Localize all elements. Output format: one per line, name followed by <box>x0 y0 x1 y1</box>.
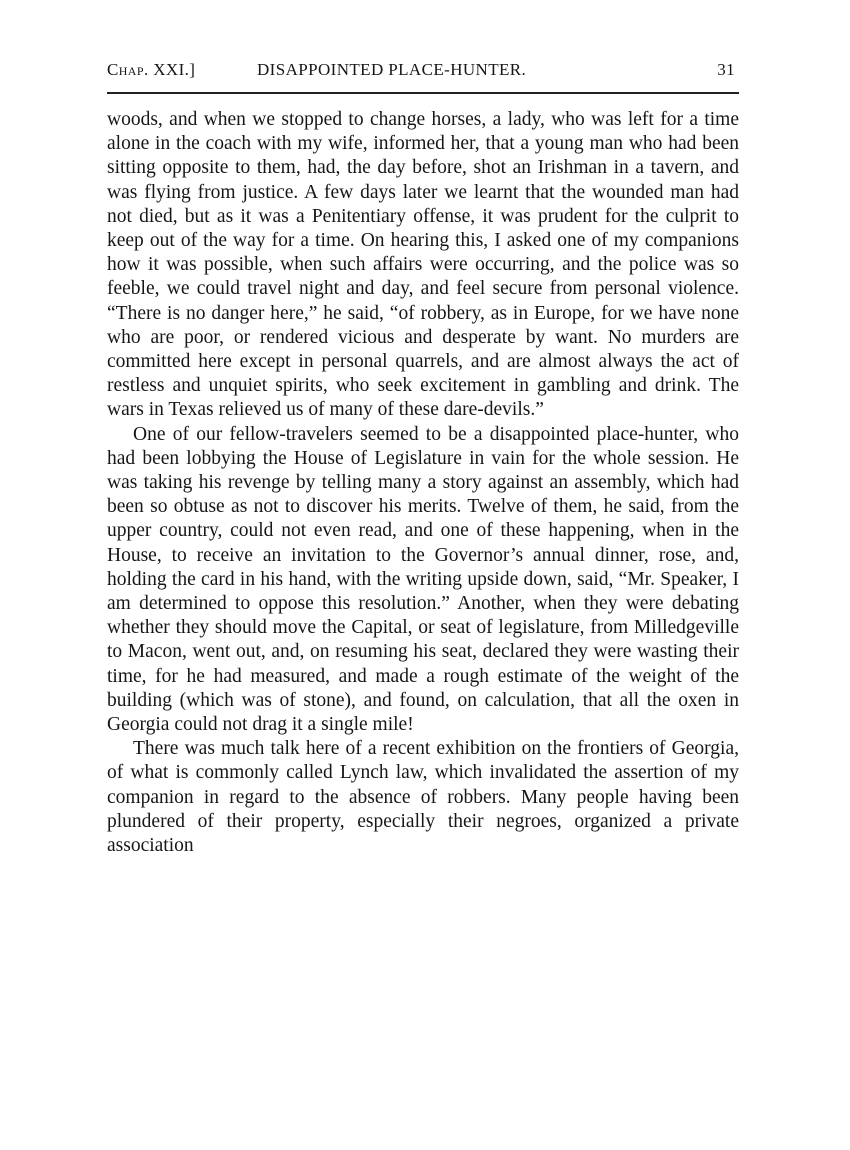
paragraph-3: There was much talk here of a recent exhibition on the frontiers of Georgia, of what is commonly called Lynch law, which invalidated the assertion of my companion in regard to the absence of robbers. Many people having been plundered of their property, especially their negroes, organized a private association <box>107 738 739 857</box>
paragraph-2: One of our fellow-travelers seemed to be a disappointed place-hunter, who had been lobbying the House of Legislature in vain for the whole session. He was taking his revenge by telling many a story against an assembly, which had been so obtuse as not to discover his merits. Twelve of them, he said, from the upper country, could not even read, and one of these happening, when in the House, to receive an invitation to the Governor’s annual dinner, rose, and, holding the card in his hand, with the writing upside down, said, “Mr. Speaker, I am determined to oppose this resolution.” Another, when they were debating whether they should move the Capital, or seat of legislature, from Milledgeville to Macon, went out, and, on resuming his seat, declared they were wasting their time, for he had measured, and made a rough estimate of the weight of the building (which was of stone), and found, on calculation, that all the oxen in Georgia could not drag it a single mile! <box>107 423 739 736</box>
book-page <box>107 60 739 858</box>
chapter-label: Chap. XXI.] <box>107 60 196 79</box>
header-rule <box>107 92 739 94</box>
page-number: 31 <box>717 60 735 79</box>
running-title: DISAPPOINTED PLACE-HUNTER. <box>257 60 527 79</box>
body-text <box>107 108 739 858</box>
running-header <box>107 60 739 90</box>
paragraph-1: woods, and when we stopped to change horses, a lady, who was left for a time alone in the coach with my wife, informed her, that a young man who had been sitting opposite to them, had, the day before, shot an Irishman in a tavern, and was flying from justice. A few days later we learnt that the wounded man had not died, but as it was a Penitentiary offense, it was prudent for the culprit to keep out of the way for a time. On hearing this, I asked one of my companions how it was possible, when such affairs were occurring, and the police was so feeble, we could travel night and day, and feel secure from personal violence. “There is no danger here,” he said, “of robbery, as in Europe, for we have none who are poor, or rendered vicious and desperate by want. No murders are committed here except in personal quarrels, and are almost always the act of restless and unquiet spirits, who seek excitement in gambling and drink. The wars in Texas relieved us of many of these dare-devils.” <box>107 109 739 421</box>
